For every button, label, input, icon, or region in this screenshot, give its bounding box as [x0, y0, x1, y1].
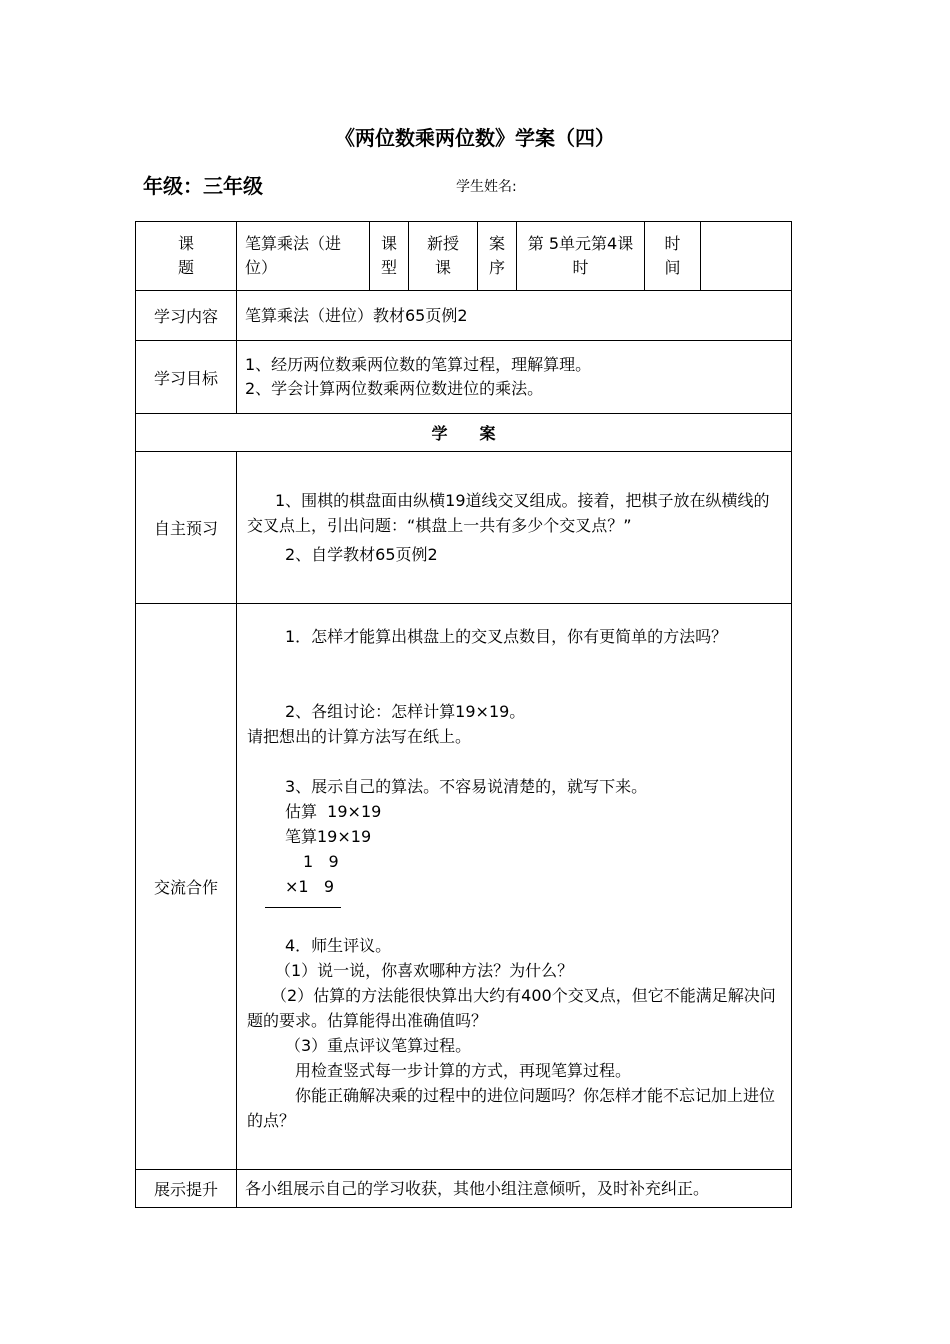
student-name-label: 学生姓名: [456, 179, 517, 195]
exchange-written: 笔算19×19 [285, 827, 372, 846]
header-row [136, 222, 792, 291]
type-label: 课型 [380, 234, 397, 277]
exchange-question-4-3: （3）重点评议笔算过程。 [285, 1036, 472, 1055]
exchange-question-4-3a: 用检查竖式每一步计算的方式，再现笔算过程。 [295, 1061, 632, 1080]
goal-item-2: 2、学会计算两位数乘两位数进位的乘法。 [245, 379, 544, 398]
lesson-plan-table [135, 221, 792, 1208]
order-label: 案序 [488, 234, 505, 277]
exchange-question-4-1: （1）说一说，你喜欢哪种方法？为什么？ [275, 961, 574, 980]
calc-line-2: ×1 9 [285, 877, 335, 896]
preview-label: 自主预习 [136, 452, 237, 604]
document-title: 《两位数乘两位数》学案（四） [335, 126, 615, 150]
section-heading-row [136, 414, 792, 452]
topic-label: 课题 [177, 234, 194, 277]
type-value: 新授课 [426, 234, 459, 277]
exchange-label: 交流合作 [136, 604, 237, 1170]
content-value: 笔算乘法（进位）教材65页例2 [237, 291, 792, 341]
preview-paragraph-2: 2、自学教材65页例2 [285, 545, 438, 564]
order-value: 第 5单元第4课时 [527, 234, 634, 277]
exchange-question-4-2: （2）估算的方法能很快算出大约有400个交叉点，但它不能满足解决问题的要求。估算能得出准确值吗？ [247, 986, 776, 1030]
grade-label: 年级：三年级 [143, 174, 263, 198]
goal-item-1: 1、经历两位数乘两位数的笔算过程，理解算理。 [245, 355, 592, 374]
time-label: 时间 [664, 234, 681, 277]
content-row [136, 291, 792, 341]
exchange-question-2a: 2、各组讨论：怎样计算19×19。 [285, 702, 526, 721]
goals-label: 学习目标 [136, 341, 237, 414]
exchange-row [136, 604, 792, 1170]
time-value [701, 222, 792, 291]
exchange-question-1: 1．怎样才能算出棋盘上的交叉点数目，你有更简单的方法吗？ [285, 627, 728, 646]
content-label: 学习内容 [136, 291, 237, 341]
section-heading: 学 案 [136, 414, 792, 452]
exchange-question-4-3b: 你能正确解决乘的过程中的进位问题吗？你怎样才能不忘记加上进位的点？ [247, 1086, 776, 1130]
exchange-question-4: 4．师生评议。 [285, 936, 392, 955]
calc-line-1: 1 9 [303, 852, 339, 871]
topic-value: 笔算乘法（进位） [237, 222, 370, 291]
show-row [136, 1170, 792, 1208]
preview-paragraph-1: 1、围棋的棋盘面由纵横19道线交叉组成。接着，把棋子放在纵横线的交叉点上，引出问题：“棋盘上一共有多少个交叉点？” [247, 491, 770, 535]
preview-row [136, 452, 792, 604]
exchange-estimate: 估算 19×19 [285, 802, 382, 821]
exchange-question-2b: 请把想出的计算方法写在纸上。 [247, 727, 472, 746]
show-value: 各小组展示自己的学习收获，其他小组注意倾听，及时补充纠正。 [237, 1170, 792, 1208]
show-label: 展示提升 [136, 1170, 237, 1208]
goals-row [136, 341, 792, 414]
exchange-question-3: 3、展示自己的算法。不容易说清楚的，就写下来。 [285, 777, 648, 796]
